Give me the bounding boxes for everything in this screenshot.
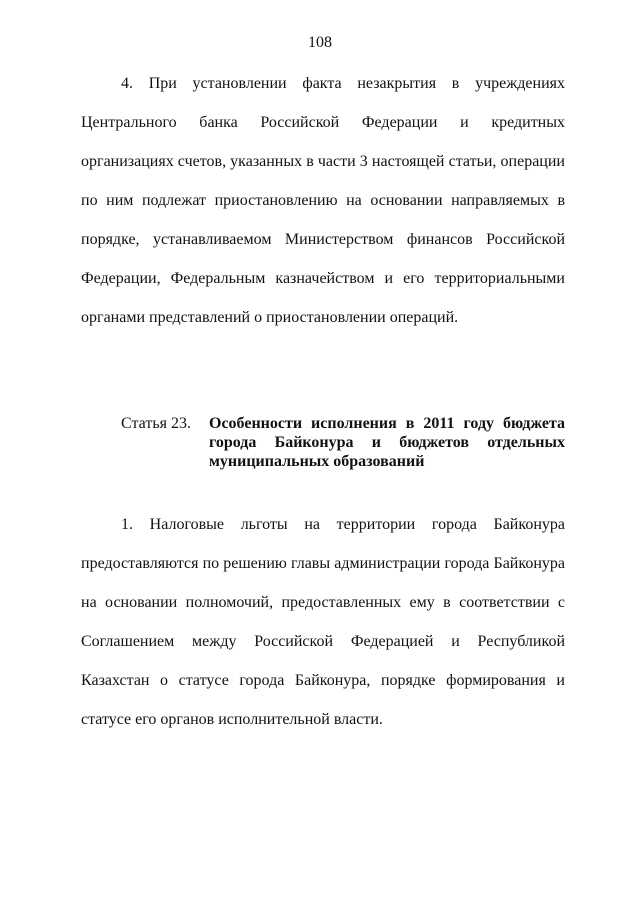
article-label: Статья 23. xyxy=(121,415,191,432)
page-number: 108 xyxy=(308,34,332,51)
paragraph-1: 1. Налоговые льготы на территории города Байконура предоставляются по решению главы администрации города Байконура на основании полномочий, предоставленных ему в соответствии с Соглашением между Российской Федерацией и Республикой Казахстан о статусе города Байконура, порядке формирования и статусе его органов исполнительной власти. xyxy=(81,516,565,728)
paragraph-4: 4. При установлении факта незакрытия в учреждениях Центрального банка Российской Федерации и кредитных организациях счетов, указанных в части 3 настоящей статьи, операции по ним подлежат приостановлению на основании направляемых в порядке, устанавливаемом Министерством финансов Российской Федерации, Федеральным казначейством и его территориальными органами представлений о приостановлении операций. xyxy=(81,75,565,326)
article-title: Особенности исполнения в 2011 году бюджета города Байконура и бюджетов отдельных муниципальных образований xyxy=(209,415,565,470)
